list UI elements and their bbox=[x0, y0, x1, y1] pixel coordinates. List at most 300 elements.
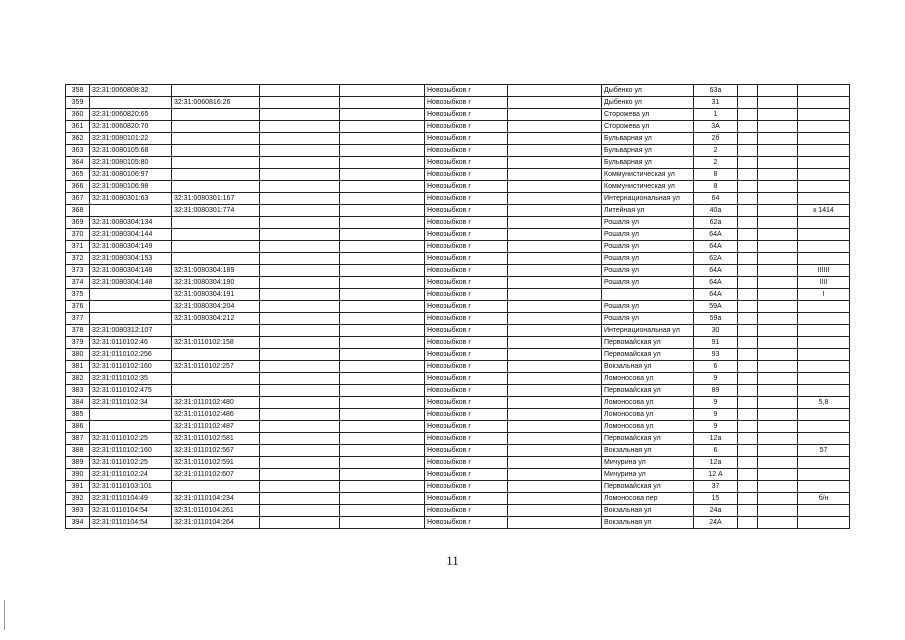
cell-note bbox=[798, 193, 850, 205]
cell-house-number: 64А bbox=[694, 277, 738, 289]
cell-note: I bbox=[798, 289, 850, 301]
cell-locality: Новозыбков г bbox=[425, 445, 508, 457]
cell-house-number: 64 bbox=[694, 193, 738, 205]
cell-col-empty-b bbox=[340, 169, 425, 181]
cell-house-number: 2 bbox=[694, 145, 738, 157]
cell-row-number: 379 bbox=[66, 337, 90, 349]
table-row bbox=[66, 385, 850, 397]
cell-col-empty-e bbox=[758, 409, 798, 421]
cell-cadastral-number-building bbox=[172, 325, 260, 337]
cell-row-number: 375 bbox=[66, 289, 90, 301]
cell-col-empty-d bbox=[738, 241, 758, 253]
cell-street: Рошаля ул bbox=[602, 265, 694, 277]
table-row bbox=[66, 133, 850, 145]
cell-col-empty-b bbox=[340, 289, 425, 301]
cell-col-empty-a bbox=[260, 349, 340, 361]
cell-col-empty-e bbox=[758, 421, 798, 433]
cell-note bbox=[798, 97, 850, 109]
cell-col-empty-c bbox=[508, 361, 602, 373]
table-row bbox=[66, 481, 850, 493]
cell-col-empty-e bbox=[758, 481, 798, 493]
cell-locality: Новозыбков г bbox=[425, 109, 508, 121]
cell-col-empty-c bbox=[508, 109, 602, 121]
cell-cadastral-number-building: 32:31:0060816:26 bbox=[172, 97, 260, 109]
cell-col-empty-b bbox=[340, 301, 425, 313]
cell-col-empty-d bbox=[738, 349, 758, 361]
cell-col-empty-d bbox=[738, 469, 758, 481]
cell-locality: Новозыбков г bbox=[425, 133, 508, 145]
cell-col-empty-d bbox=[738, 217, 758, 229]
cell-col-empty-b bbox=[340, 361, 425, 373]
table-row bbox=[66, 109, 850, 121]
cell-house-number: 6 bbox=[694, 445, 738, 457]
table-row bbox=[66, 409, 850, 421]
cell-cadastral-number-building: 32:31:0080304:191 bbox=[172, 289, 260, 301]
table-row bbox=[66, 517, 850, 529]
cell-col-empty-d bbox=[738, 133, 758, 145]
cell-cadastral-number-building: 32:31:0110104:261 bbox=[172, 505, 260, 517]
cell-col-empty-b bbox=[340, 349, 425, 361]
cell-house-number: 63а bbox=[694, 85, 738, 97]
cell-street: Рошаля ул bbox=[602, 241, 694, 253]
cell-col-empty-a bbox=[260, 229, 340, 241]
cell-locality: Новозыбков г bbox=[425, 301, 508, 313]
cell-col-empty-d bbox=[738, 301, 758, 313]
cell-cadastral-number-building bbox=[172, 121, 260, 133]
cell-cadastral-number-building bbox=[172, 133, 260, 145]
cell-note bbox=[798, 349, 850, 361]
cell-col-empty-c bbox=[508, 169, 602, 181]
cell-note bbox=[798, 301, 850, 313]
cell-col-empty-c bbox=[508, 253, 602, 265]
cell-col-empty-c bbox=[508, 421, 602, 433]
cell-col-empty-e bbox=[758, 325, 798, 337]
cell-cadastral-number-building: 32:31:0110102:591 bbox=[172, 457, 260, 469]
cell-col-empty-e bbox=[758, 373, 798, 385]
cell-col-empty-d bbox=[738, 253, 758, 265]
cell-row-number: 376 bbox=[66, 301, 90, 313]
cell-cadastral-number-parcel: 32:31:0110102:35 bbox=[90, 373, 172, 385]
table-row bbox=[66, 265, 850, 277]
cell-locality: Новозыбков г bbox=[425, 421, 508, 433]
cell-locality: Новозыбков г bbox=[425, 217, 508, 229]
cell-house-number: 40а bbox=[694, 205, 738, 217]
cell-col-empty-c bbox=[508, 277, 602, 289]
cell-col-empty-a bbox=[260, 277, 340, 289]
cell-cadastral-number-parcel: 32:31:0080105:68 bbox=[90, 145, 172, 157]
cell-note bbox=[798, 505, 850, 517]
cell-row-number: 363 bbox=[66, 145, 90, 157]
cell-cadastral-number-parcel: 32:31:0080312:107 bbox=[90, 325, 172, 337]
cell-locality: Новозыбков г bbox=[425, 97, 508, 109]
cell-col-empty-b bbox=[340, 325, 425, 337]
table-row bbox=[66, 229, 850, 241]
cell-note bbox=[798, 373, 850, 385]
cell-locality: Новозыбков г bbox=[425, 385, 508, 397]
cell-col-empty-c bbox=[508, 133, 602, 145]
table-row bbox=[66, 313, 850, 325]
cell-house-number: 9 bbox=[694, 409, 738, 421]
cell-cadastral-number-parcel: 32:31:0110102:160 bbox=[90, 445, 172, 457]
cell-locality: Новозыбков г bbox=[425, 145, 508, 157]
cell-col-empty-b bbox=[340, 445, 425, 457]
cell-cadastral-number-building bbox=[172, 157, 260, 169]
cell-street: Мичурина ул bbox=[602, 469, 694, 481]
cell-col-empty-e bbox=[758, 181, 798, 193]
cell-col-empty-d bbox=[738, 169, 758, 181]
cell-col-empty-d bbox=[738, 229, 758, 241]
table-row bbox=[66, 157, 850, 169]
cell-col-empty-d bbox=[738, 397, 758, 409]
cell-row-number: 389 bbox=[66, 457, 90, 469]
cell-row-number: 369 bbox=[66, 217, 90, 229]
cell-street bbox=[602, 289, 694, 301]
cell-col-empty-b bbox=[340, 157, 425, 169]
cell-locality: Новозыбков г bbox=[425, 193, 508, 205]
cell-locality: Новозыбков г bbox=[425, 157, 508, 169]
cell-locality: Новозыбков г bbox=[425, 325, 508, 337]
cell-col-empty-d bbox=[738, 85, 758, 97]
cell-note bbox=[798, 517, 850, 529]
cell-locality: Новозыбков г bbox=[425, 169, 508, 181]
table-row bbox=[66, 85, 850, 97]
cell-row-number: 393 bbox=[66, 505, 90, 517]
cell-locality: Новозыбков г bbox=[425, 313, 508, 325]
cell-house-number: 64А bbox=[694, 241, 738, 253]
cell-col-empty-c bbox=[508, 337, 602, 349]
cell-cadastral-number-building: 32:31:0080301:167 bbox=[172, 193, 260, 205]
cell-col-empty-d bbox=[738, 193, 758, 205]
scan-edge-mark bbox=[4, 600, 5, 630]
cell-row-number: 362 bbox=[66, 133, 90, 145]
cell-row-number: 391 bbox=[66, 481, 90, 493]
cell-col-empty-d bbox=[738, 277, 758, 289]
cell-street: Дыбенко ул bbox=[602, 97, 694, 109]
cell-house-number: 37 bbox=[694, 481, 738, 493]
cell-street: Вокзальная ул bbox=[602, 361, 694, 373]
cell-cadastral-number-parcel: 32:31:0080304:148 bbox=[90, 265, 172, 277]
table-row bbox=[66, 361, 850, 373]
cell-row-number: 390 bbox=[66, 469, 90, 481]
cell-col-empty-b bbox=[340, 517, 425, 529]
cell-row-number: 373 bbox=[66, 265, 90, 277]
cell-locality: Новозыбков г bbox=[425, 469, 508, 481]
cell-row-number: 394 bbox=[66, 517, 90, 529]
cell-row-number: 364 bbox=[66, 157, 90, 169]
cell-col-empty-c bbox=[508, 397, 602, 409]
cell-col-empty-b bbox=[340, 181, 425, 193]
table-row bbox=[66, 505, 850, 517]
cell-row-number: 385 bbox=[66, 409, 90, 421]
cell-col-empty-c bbox=[508, 517, 602, 529]
cell-house-number: 15 bbox=[694, 493, 738, 505]
cell-note bbox=[798, 385, 850, 397]
cell-row-number: 384 bbox=[66, 397, 90, 409]
cell-row-number: 374 bbox=[66, 277, 90, 289]
cell-col-empty-b bbox=[340, 217, 425, 229]
cell-locality: Новозыбков г bbox=[425, 457, 508, 469]
cell-col-empty-b bbox=[340, 97, 425, 109]
cell-col-empty-b bbox=[340, 469, 425, 481]
cell-col-empty-d bbox=[738, 457, 758, 469]
cell-col-empty-c bbox=[508, 241, 602, 253]
cell-cadastral-number-building: 32:31:0110102:567 bbox=[172, 445, 260, 457]
cell-col-empty-d bbox=[738, 433, 758, 445]
cell-col-empty-e bbox=[758, 289, 798, 301]
cell-street: Вокзальная ул bbox=[602, 445, 694, 457]
cell-col-empty-d bbox=[738, 361, 758, 373]
cell-locality: Новозыбков г bbox=[425, 409, 508, 421]
cell-cadastral-number-building bbox=[172, 229, 260, 241]
cell-col-empty-d bbox=[738, 145, 758, 157]
cell-row-number: 381 bbox=[66, 361, 90, 373]
cell-cadastral-number-parcel bbox=[90, 421, 172, 433]
table-row bbox=[66, 421, 850, 433]
cell-street: Рошаля ул bbox=[602, 229, 694, 241]
cell-cadastral-number-parcel: 32:31:0060808:32 bbox=[90, 85, 172, 97]
cell-house-number: 59а bbox=[694, 313, 738, 325]
cell-house-number: 93 bbox=[694, 349, 738, 361]
cell-cadastral-number-parcel: 32:31:0110102:25 bbox=[90, 433, 172, 445]
cell-cadastral-number-building: 32:31:0110104:234 bbox=[172, 493, 260, 505]
cell-col-empty-a bbox=[260, 313, 340, 325]
cell-cadastral-number-parcel: 32:31:0080304:153 bbox=[90, 253, 172, 265]
table-row bbox=[66, 145, 850, 157]
cell-col-empty-e bbox=[758, 109, 798, 121]
cell-house-number: 8 bbox=[694, 169, 738, 181]
cell-cadastral-number-parcel: 32:31:0080304:144 bbox=[90, 229, 172, 241]
cell-col-empty-b bbox=[340, 85, 425, 97]
cell-cadastral-number-parcel: 32:31:0110102:46 bbox=[90, 337, 172, 349]
cell-col-empty-d bbox=[738, 205, 758, 217]
cell-cadastral-number-parcel bbox=[90, 205, 172, 217]
cell-cadastral-number-building bbox=[172, 241, 260, 253]
cell-locality: Новозыбков г bbox=[425, 265, 508, 277]
cell-col-empty-e bbox=[758, 385, 798, 397]
cell-col-empty-d bbox=[738, 313, 758, 325]
cell-note bbox=[798, 217, 850, 229]
cell-col-empty-c bbox=[508, 385, 602, 397]
cell-col-empty-d bbox=[738, 289, 758, 301]
cell-col-empty-a bbox=[260, 301, 340, 313]
cell-col-empty-b bbox=[340, 265, 425, 277]
cell-col-empty-c bbox=[508, 205, 602, 217]
cell-cadastral-number-parcel: 32:31:0110103:101 bbox=[90, 481, 172, 493]
cell-street: Ломоносова пер bbox=[602, 493, 694, 505]
cell-street: Сторожева ул bbox=[602, 109, 694, 121]
cell-col-empty-a bbox=[260, 373, 340, 385]
cell-note bbox=[798, 409, 850, 421]
cell-col-empty-c bbox=[508, 193, 602, 205]
table-row bbox=[66, 445, 850, 457]
cell-row-number: 383 bbox=[66, 385, 90, 397]
cell-note bbox=[798, 133, 850, 145]
cell-locality: Новозыбков г bbox=[425, 205, 508, 217]
table-row bbox=[66, 349, 850, 361]
cell-col-empty-b bbox=[340, 193, 425, 205]
cell-note bbox=[798, 85, 850, 97]
cell-col-empty-b bbox=[340, 121, 425, 133]
cell-col-empty-a bbox=[260, 217, 340, 229]
cell-col-empty-c bbox=[508, 433, 602, 445]
cell-street: Рошаля ул bbox=[602, 301, 694, 313]
cell-street: Ломоносова ул bbox=[602, 421, 694, 433]
cell-col-empty-a bbox=[260, 397, 340, 409]
table-row bbox=[66, 457, 850, 469]
cell-col-empty-c bbox=[508, 469, 602, 481]
cell-col-empty-e bbox=[758, 493, 798, 505]
cell-col-empty-a bbox=[260, 97, 340, 109]
cell-locality: Новозыбков г bbox=[425, 505, 508, 517]
cell-locality: Новозыбков г bbox=[425, 349, 508, 361]
cell-col-empty-c bbox=[508, 157, 602, 169]
cell-row-number: 358 bbox=[66, 85, 90, 97]
cell-col-empty-e bbox=[758, 277, 798, 289]
cell-row-number: 359 bbox=[66, 97, 90, 109]
cell-street: Литейная ул bbox=[602, 205, 694, 217]
cell-row-number: 388 bbox=[66, 445, 90, 457]
cell-street: Бульварная ул bbox=[602, 157, 694, 169]
cell-locality: Новозыбков г bbox=[425, 85, 508, 97]
cell-row-number: 387 bbox=[66, 433, 90, 445]
cell-col-empty-c bbox=[508, 265, 602, 277]
cell-col-empty-e bbox=[758, 433, 798, 445]
cell-house-number: 62А bbox=[694, 253, 738, 265]
cell-cadastral-number-building bbox=[172, 373, 260, 385]
cell-cadastral-number-parcel: 32:31:0080304:149 bbox=[90, 241, 172, 253]
cell-cadastral-number-building bbox=[172, 349, 260, 361]
cell-col-empty-a bbox=[260, 85, 340, 97]
cell-row-number: 378 bbox=[66, 325, 90, 337]
cell-locality: Новозыбков г bbox=[425, 181, 508, 193]
cell-note: к 1414 bbox=[798, 205, 850, 217]
cell-street: Ломоносова ул bbox=[602, 397, 694, 409]
cell-col-empty-e bbox=[758, 469, 798, 481]
cell-street: Первомайская ул bbox=[602, 481, 694, 493]
cell-house-number: 31 bbox=[694, 97, 738, 109]
cell-col-empty-c bbox=[508, 481, 602, 493]
cell-row-number: 386 bbox=[66, 421, 90, 433]
table-row bbox=[66, 397, 850, 409]
cell-col-empty-e bbox=[758, 169, 798, 181]
cell-row-number: 371 bbox=[66, 241, 90, 253]
cell-cadastral-number-parcel bbox=[90, 409, 172, 421]
cell-col-empty-c bbox=[508, 457, 602, 469]
table-row bbox=[66, 337, 850, 349]
cell-col-empty-a bbox=[260, 121, 340, 133]
cell-cadastral-number-parcel: 32:31:0080304:134 bbox=[90, 217, 172, 229]
cell-row-number: 368 bbox=[66, 205, 90, 217]
cell-col-empty-e bbox=[758, 457, 798, 469]
cell-cadastral-number-parcel: 32:31:0110102:256 bbox=[90, 349, 172, 361]
cell-col-empty-a bbox=[260, 325, 340, 337]
cell-col-empty-b bbox=[340, 457, 425, 469]
cell-col-empty-e bbox=[758, 85, 798, 97]
cell-cadastral-number-parcel: 32:31:0080101:22 bbox=[90, 133, 172, 145]
cell-row-number: 392 bbox=[66, 493, 90, 505]
cell-street: Ломоносова ул bbox=[602, 373, 694, 385]
cell-note bbox=[798, 433, 850, 445]
cell-cadastral-number-building bbox=[172, 169, 260, 181]
cell-col-empty-e bbox=[758, 229, 798, 241]
cell-col-empty-e bbox=[758, 241, 798, 253]
cell-col-empty-a bbox=[260, 181, 340, 193]
cell-street: Вокзальная ул bbox=[602, 505, 694, 517]
cell-cadastral-number-building bbox=[172, 217, 260, 229]
table-row bbox=[66, 277, 850, 289]
cell-col-empty-e bbox=[758, 145, 798, 157]
cell-col-empty-a bbox=[260, 517, 340, 529]
cell-locality: Новозыбков г bbox=[425, 289, 508, 301]
cell-cadastral-number-building: 32:31:0080304:189 bbox=[172, 265, 260, 277]
cell-col-empty-e bbox=[758, 265, 798, 277]
cell-col-empty-a bbox=[260, 133, 340, 145]
cell-col-empty-d bbox=[738, 409, 758, 421]
property-register-table bbox=[65, 84, 850, 529]
cell-note: б/н bbox=[798, 493, 850, 505]
cell-col-empty-b bbox=[340, 145, 425, 157]
register-sheet bbox=[65, 84, 849, 529]
cell-house-number: 2 bbox=[694, 157, 738, 169]
cell-col-empty-b bbox=[340, 313, 425, 325]
cell-col-empty-e bbox=[758, 313, 798, 325]
cell-col-empty-a bbox=[260, 157, 340, 169]
table-row bbox=[66, 241, 850, 253]
cell-cadastral-number-parcel: 32:31:0080301:63 bbox=[90, 193, 172, 205]
table-row bbox=[66, 325, 850, 337]
cell-col-empty-c bbox=[508, 373, 602, 385]
cell-cadastral-number-building: 32:31:0080304:204 bbox=[172, 301, 260, 313]
cell-row-number: 367 bbox=[66, 193, 90, 205]
cell-col-empty-a bbox=[260, 145, 340, 157]
cell-col-empty-e bbox=[758, 133, 798, 145]
cell-col-empty-a bbox=[260, 337, 340, 349]
cell-cadastral-number-parcel: 32:31:0110104:54 bbox=[90, 505, 172, 517]
cell-cadastral-number-building bbox=[172, 181, 260, 193]
cell-col-empty-c bbox=[508, 217, 602, 229]
cell-street: Коммунистическая ул bbox=[602, 169, 694, 181]
cell-col-empty-b bbox=[340, 241, 425, 253]
table-row bbox=[66, 469, 850, 481]
cell-cadastral-number-parcel: 32:31:0110102:160 bbox=[90, 361, 172, 373]
cell-col-empty-b bbox=[340, 253, 425, 265]
cell-cadastral-number-parcel: 32:31:0080105:80 bbox=[90, 157, 172, 169]
cell-col-empty-d bbox=[738, 97, 758, 109]
cell-street: Первомайская ул bbox=[602, 349, 694, 361]
cell-cadastral-number-building: 32:31:0110102:487 bbox=[172, 421, 260, 433]
cell-house-number: 89 bbox=[694, 385, 738, 397]
cell-col-empty-c bbox=[508, 181, 602, 193]
cell-note bbox=[798, 361, 850, 373]
cell-col-empty-e bbox=[758, 361, 798, 373]
cell-col-empty-d bbox=[738, 445, 758, 457]
cell-col-empty-c bbox=[508, 409, 602, 421]
cell-note bbox=[798, 157, 850, 169]
cell-note bbox=[798, 469, 850, 481]
cell-house-number: 6 bbox=[694, 361, 738, 373]
cell-col-empty-b bbox=[340, 229, 425, 241]
cell-col-empty-d bbox=[738, 493, 758, 505]
cell-col-empty-e bbox=[758, 121, 798, 133]
cell-col-empty-b bbox=[340, 277, 425, 289]
cell-col-empty-d bbox=[738, 121, 758, 133]
cell-cadastral-number-building: 32:31:0080304:190 bbox=[172, 277, 260, 289]
cell-street: Коммунистическая ул bbox=[602, 181, 694, 193]
cell-col-empty-e bbox=[758, 205, 798, 217]
cell-col-empty-b bbox=[340, 421, 425, 433]
cell-locality: Новозыбков г bbox=[425, 121, 508, 133]
cell-cadastral-number-parcel: 32:31:0080304:148 bbox=[90, 277, 172, 289]
